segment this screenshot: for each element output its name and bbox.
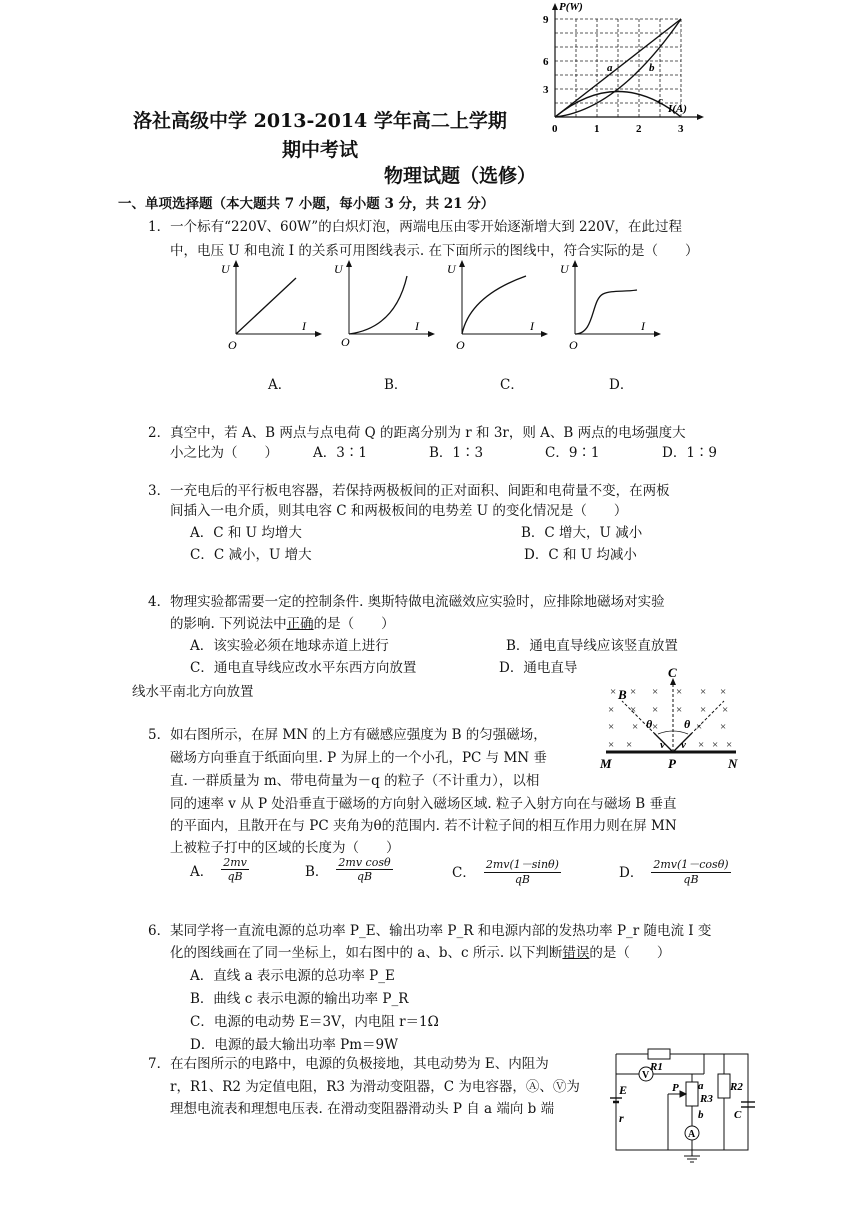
svg-text:U: U xyxy=(334,262,343,276)
svg-text:M: M xyxy=(600,756,612,771)
q6-option-b[interactable]: B．曲线 c 表示电源的输出功率 P_R xyxy=(190,991,409,1007)
q2-option-b[interactable]: B．1∶3 xyxy=(429,445,484,461)
svg-text:B: B xyxy=(618,687,627,702)
svg-text:c: c xyxy=(658,95,663,107)
svg-text:×: × xyxy=(722,704,729,716)
svg-text:2: 2 xyxy=(636,123,642,135)
q3-option-b[interactable]: B．C 增大，U 减小 xyxy=(521,525,643,541)
q5-option-b-fraction: 2mv cosθ qB xyxy=(338,856,391,883)
svg-text:×: × xyxy=(626,739,633,751)
svg-text:×: × xyxy=(608,704,615,716)
q6-line2: 化的图线画在了同一坐标上，如右图中的 a、b、c 所示. 以下判断错误的是（ ） xyxy=(170,945,671,961)
q1-graph-b xyxy=(329,256,439,350)
q7-line3: 理想电流表和理想电压表. 在滑动变阻器滑动头 P 自 a 端向 b 端 xyxy=(170,1101,555,1117)
q6-option-d[interactable]: D．电源的最大输出功率 Pm＝9W xyxy=(190,1037,398,1053)
svg-text:R2: R2 xyxy=(730,1081,743,1093)
svg-text:×: × xyxy=(696,721,703,733)
q2-option-a[interactable]: A．3∶1 xyxy=(313,445,367,461)
q1-graph-c xyxy=(442,256,552,350)
svg-text:×: × xyxy=(652,721,659,733)
svg-text:A: A xyxy=(688,1129,696,1140)
svg-text:3: 3 xyxy=(543,84,549,96)
q2-option-c[interactable]: C．9∶1 xyxy=(545,445,600,461)
svg-text:v: v xyxy=(660,739,665,751)
exam-title: 洛社高级中学 2013-2014 学年高二上学期 xyxy=(133,110,507,132)
svg-text:r: r xyxy=(619,1111,624,1125)
svg-text:θ: θ xyxy=(646,717,653,731)
q6-option-c[interactable]: C．电源的电动势 E＝3V，内电阻 r＝1Ω xyxy=(190,1014,439,1030)
q5-line5: 的平面内，且散开在与 PC 夹角为θ的范围内. 若不计粒子间的相互作用力则在屏 MN xyxy=(170,818,677,834)
q1-graph-d xyxy=(555,256,665,350)
q6-option-a[interactable]: A．直线 a 表示电源的总功率 P_E xyxy=(190,968,395,984)
q5-option-d-fraction: 2mv(1－cosθ) qB xyxy=(653,858,729,886)
q3-option-c[interactable]: C．C 减小，U 增大 xyxy=(190,547,312,563)
svg-text:R3: R3 xyxy=(700,1093,713,1105)
exam-subtitle: 期中考试 xyxy=(282,139,359,161)
svg-text:×: × xyxy=(676,686,683,698)
q1-option-c[interactable]: C． xyxy=(500,377,524,393)
svg-text:R1: R1 xyxy=(650,1061,663,1073)
svg-text:6: 6 xyxy=(543,56,549,68)
svg-text:C: C xyxy=(668,668,677,680)
q6-line1: 6．某同学将一直流电源的总功率 P_E、输出功率 P_R 和电源内部的发热功率 P_r 随电流 I 变 xyxy=(148,923,712,939)
q2-option-d[interactable]: D．1∶9 xyxy=(662,445,718,461)
svg-text:×: × xyxy=(632,721,639,733)
q5-line3: 直. 一群质量为 m、带电荷量为－q 的粒子（不计重力），以相 xyxy=(170,773,540,789)
svg-text:×: × xyxy=(700,704,707,716)
svg-text:I(A): I(A) xyxy=(668,103,687,115)
q3-option-d[interactable]: D．C 和 U 均减小 xyxy=(524,547,637,563)
svg-text:×: × xyxy=(712,739,719,751)
q4-option-c[interactable]: C．通电直导线应改水平东西方向放置 xyxy=(190,660,417,676)
svg-text:9: 9 xyxy=(543,14,549,26)
q4-line1: 4．物理实验都需要一定的控制条件. 奥斯特做电流磁效应实验时，应排除地磁场对实验 xyxy=(148,594,665,610)
svg-text:I: I xyxy=(302,319,306,333)
q1-line2: 中，电压 U 和电流 I 的关系可用图线表示. 在下面所示的图线中，符合实际的是（ ） xyxy=(170,243,699,259)
svg-text:O: O xyxy=(341,335,350,349)
q4-line2: 的影响. 下列说法中正确的是（ ） xyxy=(170,616,395,632)
q1-line1: 1．一个标有“220V、60W”的白炽灯泡，两端电压由零开始逐渐增大到 220V，在此过程 xyxy=(148,219,683,235)
q7-line2: r，R1、R2 为定值电阻，R3 为滑动变阻器，C 为电容器，Ⓐ、Ⓥ为 xyxy=(170,1079,580,1095)
svg-text:×: × xyxy=(630,686,637,698)
svg-text:v: v xyxy=(681,739,686,751)
svg-text:b: b xyxy=(649,62,655,74)
svg-text:U: U xyxy=(560,262,569,276)
svg-text:E: E xyxy=(619,1083,628,1097)
q4-option-d[interactable]: D．通电直导 xyxy=(499,660,578,676)
svg-text:×: × xyxy=(720,721,727,733)
q4-option-b[interactable]: B．通电直导线应该竖直放置 xyxy=(506,638,678,654)
q5-line1: 5．如右图所示，在屏 MN 的上方有磁感应强度为 B 的匀强磁场， xyxy=(148,727,547,743)
svg-text:1: 1 xyxy=(594,123,600,135)
q5-option-b[interactable]: B． 2mv cosθ qB xyxy=(305,856,391,883)
svg-text:a: a xyxy=(698,1080,704,1092)
svg-text:×: × xyxy=(610,686,617,698)
q5-option-a[interactable]: A． 2mv qB xyxy=(190,856,247,883)
svg-text:×: × xyxy=(652,686,659,698)
svg-text:×: × xyxy=(720,686,727,698)
q4-option-a[interactable]: A．该实验必须在地球赤道上进行 xyxy=(190,638,389,654)
q5-option-d[interactable]: D． 2mv(1－cosθ) qB xyxy=(619,858,729,886)
q3-option-a[interactable]: A．C 和 U 均增大 xyxy=(190,525,302,541)
power-current-chart xyxy=(538,0,710,140)
svg-text:×: × xyxy=(630,704,637,716)
paper-title: 物理试题（选修） xyxy=(384,165,537,187)
svg-text:b: b xyxy=(698,1109,704,1121)
q1-option-a[interactable]: A． xyxy=(268,377,292,393)
svg-text:P: P xyxy=(668,756,676,771)
svg-text:O: O xyxy=(228,338,237,350)
svg-text:×: × xyxy=(608,739,615,751)
svg-text:×: × xyxy=(700,686,707,698)
svg-text:P: P xyxy=(672,1082,679,1094)
svg-text:I: I xyxy=(530,319,534,333)
svg-text:P(W): P(W) xyxy=(559,1,583,13)
q4-option-d-wrap: 线水平南北方向放置 xyxy=(132,684,254,700)
q5-option-c[interactable]: C． 2mv(1－sinθ) qB xyxy=(452,858,559,886)
q5-magnetic-field-figure xyxy=(596,668,746,774)
q3-line2: 间插入一电介质，则其电容 C 和两极板间的电势差 U 的变化情况是（ ） xyxy=(170,503,628,519)
svg-text:O: O xyxy=(456,338,465,350)
svg-text:O: O xyxy=(569,338,578,350)
svg-text:×: × xyxy=(652,704,659,716)
svg-text:×: × xyxy=(676,704,683,716)
svg-text:V: V xyxy=(642,1070,650,1081)
svg-text:U: U xyxy=(447,262,456,276)
q3-line1: 3．一充电后的平行板电容器，若保持两极板间的正对面积、间距和电荷量不变，在两板 xyxy=(148,483,670,499)
q1-option-b[interactable]: B． xyxy=(384,377,408,393)
svg-text:3: 3 xyxy=(678,123,684,135)
svg-text:×: × xyxy=(698,739,705,751)
q5-line6: 上被粒子打中的区域的长度为（ ） xyxy=(170,840,400,856)
svg-text:N: N xyxy=(728,756,738,771)
q1-option-d[interactable]: D． xyxy=(609,377,634,393)
q5-line2: 磁场方向垂直于纸面向里. P 为屏上的一个小孔，PC 与 MN 垂 xyxy=(170,750,547,766)
svg-text:0: 0 xyxy=(552,123,558,135)
svg-text:I: I xyxy=(415,319,419,333)
svg-text:I: I xyxy=(641,319,645,333)
svg-text:U: U xyxy=(221,262,230,276)
svg-text:C: C xyxy=(734,1109,742,1121)
q5-option-c-fraction: 2mv(1－sinθ) qB xyxy=(485,858,559,886)
q7-circuit-figure xyxy=(606,1048,766,1168)
q5-line4: 同的速率 v 从 P 处沿垂直于磁场的方向射入磁场区域. 粒子入射方向在与磁场 B 垂直 xyxy=(170,796,677,812)
section-heading: 一、单项选择题（本大题共 7 小题，每小题 3 分，共 21 分） xyxy=(118,196,495,212)
q5-option-a-fraction: 2mv qB xyxy=(223,856,247,883)
svg-text:a: a xyxy=(607,62,613,74)
svg-text:θ: θ xyxy=(684,717,691,731)
q2-line1: 2．真空中，若 A、B 两点与点电荷 Q 的距离分别为 r 和 3r，则 A、B 两点的电场强度大 xyxy=(148,425,686,441)
svg-text:×: × xyxy=(608,721,615,733)
q2-line2: 小之比为（ ） xyxy=(170,445,278,461)
svg-text:×: × xyxy=(726,739,733,751)
q1-graph-a xyxy=(216,256,326,350)
q7-line1: 7．在右图所示的电路中，电源的负极接地，其电动势为 E、内阻为 xyxy=(148,1056,549,1072)
